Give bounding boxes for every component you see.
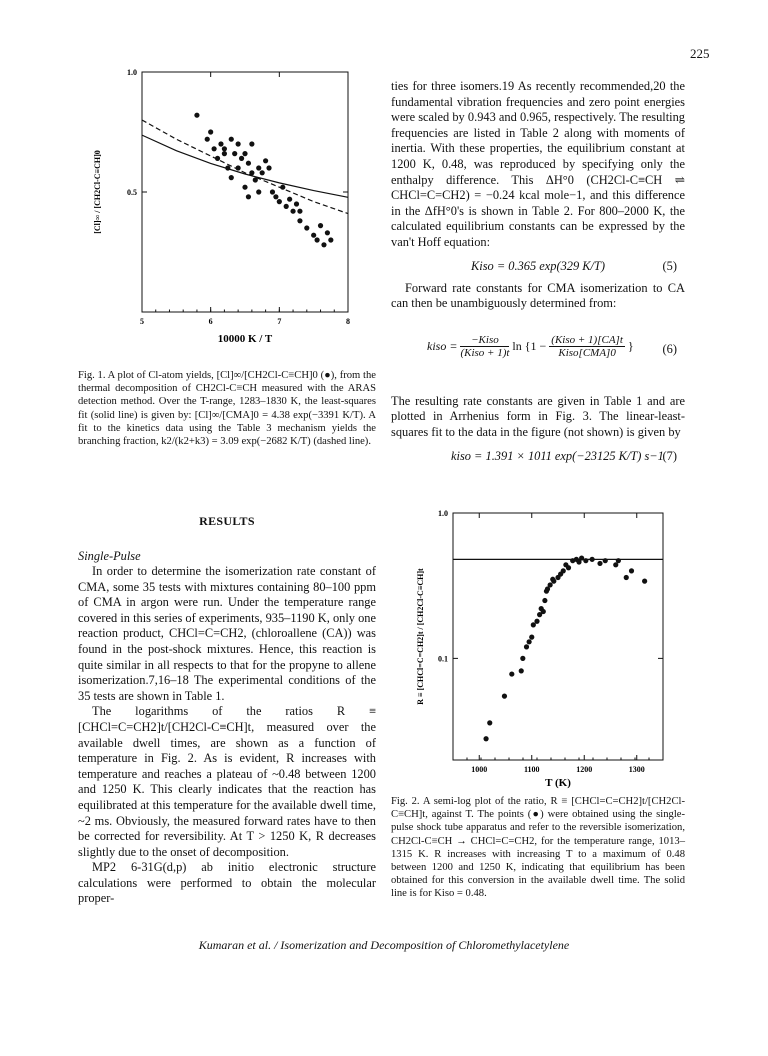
data-point <box>280 185 285 190</box>
data-point <box>229 175 234 180</box>
data-point <box>232 151 237 156</box>
eq6-fraction-2 <box>549 334 625 359</box>
y-tick-label: 0.1 <box>438 654 448 664</box>
data-point <box>597 561 602 566</box>
data-point <box>315 237 320 242</box>
data-point <box>266 165 271 170</box>
data-point <box>297 218 302 223</box>
data-point <box>321 242 326 247</box>
data-point <box>222 151 227 156</box>
data-point <box>624 575 629 580</box>
x-tick-label: 5 <box>140 317 144 326</box>
right-para-3: The resulting rate constants are given in Table 1 and are plotted in Arrhenius form in Fig. 3. The linear-least-squares fit to the data in the figure (not shown) is given by <box>391 393 685 439</box>
data-point <box>270 189 275 194</box>
data-point <box>215 156 220 161</box>
x-tick-label: 7 <box>277 317 282 326</box>
data-point <box>218 141 223 146</box>
data-point <box>194 113 199 118</box>
data-point <box>294 201 299 206</box>
x-tick-label: 1100 <box>523 765 540 774</box>
data-point <box>236 141 241 146</box>
data-point <box>487 720 492 725</box>
data-point <box>260 170 265 175</box>
y-tick-label: 0.5 <box>127 188 137 197</box>
data-point <box>256 189 261 194</box>
data-point <box>273 194 278 199</box>
data-point <box>222 146 227 151</box>
data-point <box>263 158 268 163</box>
data-point <box>520 656 525 661</box>
eq5-number: (5) <box>662 258 677 273</box>
eq6-frac1-top: −Kiso <box>460 334 509 347</box>
data-point <box>242 185 247 190</box>
data-point <box>249 141 254 146</box>
data-point <box>205 137 210 142</box>
equation-5 <box>391 259 685 281</box>
y-tick-label: 1.0 <box>438 509 448 518</box>
data-point <box>509 671 514 676</box>
data-point <box>239 156 244 161</box>
data-point <box>534 619 539 624</box>
eq6-frac2-bottom: Kiso[CMA]0 <box>558 346 616 359</box>
data-point <box>304 225 309 230</box>
data-point <box>548 582 553 587</box>
data-point <box>253 177 258 182</box>
x-axis-label: T (K) <box>545 777 571 789</box>
data-point <box>524 644 529 649</box>
data-point <box>256 165 261 170</box>
plot-frame <box>453 513 663 760</box>
x-tick-label: 6 <box>208 317 213 326</box>
page-number: 225 <box>690 46 710 61</box>
data-point <box>229 137 234 142</box>
right-para-1: ties for three isomers.19 As recently recommended,20 the fundamental vibration frequencies and zero point energies were scaled by 0.943 and 0.965, respectively. The resulting frequencies are listed in Table 2 along with moments of inertia. With these properties, the equilibrium constant at 1200 K, 0.48, was reproduced by specifying only the enthalpy difference. This ΔH°0 (CH2Cl-C≡CH ⇌ CHCl=C=CH2) = −0.24 kcal mole−1, and this difference in the ΔfH°0's is shown in Table 2. For 800–2000 K, the calculated equilibrium constants can be expressed by the van't Hoff equation: <box>391 79 685 249</box>
fit-line-dashed <box>142 120 348 214</box>
data-point <box>284 204 289 209</box>
section-heading: RESULTS <box>199 514 255 528</box>
data-point <box>287 197 292 202</box>
x-tick-label: 8 <box>346 317 350 326</box>
x-tick-label: 1200 <box>576 765 593 774</box>
data-point <box>297 209 302 214</box>
data-point <box>529 635 534 640</box>
x-axis-label: 10000 K / T <box>217 333 273 345</box>
data-point <box>483 736 488 741</box>
equation-6 <box>391 334 685 368</box>
eq6-close: } <box>627 338 634 353</box>
left-para-2: The logarithms of the ratios R ≡ [CHCl=C=CH2]t/[CH2Cl-C≡CH]t, measured over the available dwell times, are shown as a function of temperature in Fig. 2. As is evident, R increases with temperature and reaches a plateau of ~0.48 between 1200 and 1250 K. This clearly indicates that the reaction has equilibrated at this temperature for the available dwell time, ~2 ms. Obviously, the measured forward rates have to then be corrected for reversibility. At T > 1250 K, R decreases slightly due to the onset of decomposition. <box>78 704 376 859</box>
data-point <box>583 558 588 563</box>
eq6-frac2-top: (Kiso + 1)[CA]t <box>551 333 623 346</box>
data-point <box>246 194 251 199</box>
equation-7 <box>391 449 685 471</box>
figure-1 <box>80 60 380 360</box>
data-point <box>590 557 595 562</box>
x-tick-label: 1000 <box>471 765 488 774</box>
x-tick-label: 1300 <box>628 765 645 774</box>
eq6-ln: ln {1 − <box>512 338 547 353</box>
eq6-fraction-1 <box>460 334 509 359</box>
data-point <box>527 639 532 644</box>
data-point <box>616 558 621 563</box>
data-point <box>603 558 608 563</box>
data-point <box>290 209 295 214</box>
data-point <box>561 568 566 573</box>
data-point <box>542 598 547 603</box>
fig2-caption: Fig. 2. A semi-log plot of the ratio, R ≡ [CHCl=C=CH2]t/[CH2Cl-C≡CH]t, against T. The points (●) were obtained using the single-pulse shock tube apparatus and refer to the reversible isomerization, CH2Cl-C≡CH → CHCl=C=CH2, for the temperature range, 1013–1315 K. R increases with increasing T to a maximum of 0.48 between 1200 and 1250 K, indicating that equilibrium has been obtained for this conversion in the available dwell time. The solid line is for Kiso = 0.48. <box>391 796 685 900</box>
data-point <box>242 151 247 156</box>
left-para-1: In order to determine the isomerization rate constant of CMA, some 35 tests with mixtures containing 80–100 ppm of CMA in argon were run. Under the temperature range covered in this series of experiments, 935–1190 K, only one reaction product, CHCl=C=CH2, (chloroallene (CA)) was found in the post-shock mixtures. Hence, this reaction is quite similar in all respects to that for the propyne to allene isomerization.7,16–18 The experimental conditions of the 35 tests are shown in Table 1. <box>78 564 376 703</box>
running-footer: Kumaran et al. / Isomerization and Decomposition of Chloromethylacetylene <box>198 938 570 952</box>
data-point <box>642 579 647 584</box>
eq7-number: (7) <box>662 448 677 463</box>
y-axis-label: [Cl]∞ / [CH2Cl-C≡CH]0 <box>93 150 102 234</box>
data-point <box>629 568 634 573</box>
data-point <box>541 609 546 614</box>
data-point <box>246 161 251 166</box>
right-para-2: Forward rate constants for CMA isomerization to CA can then be unambiguously determined from: <box>391 280 685 311</box>
data-point <box>236 165 241 170</box>
plot-frame <box>142 72 348 312</box>
data-point <box>551 579 556 584</box>
eq6-frac1-bottom: (Kiso + 1)t <box>460 346 510 359</box>
left-para-3: MP2 6-31G(d,p) ab initio electronic structure calculations were performed to obtain the molecular proper- <box>78 860 376 906</box>
data-point <box>249 170 254 175</box>
data-point <box>328 237 333 242</box>
data-point <box>325 230 330 235</box>
eq6-lhs: kiso = <box>427 338 458 353</box>
y-tick-label: 1.0 <box>127 68 137 77</box>
eq7-expr: kiso = 1.391 × 1011 exp(−23125 K/T) s−1 <box>451 448 664 463</box>
data-point <box>318 223 323 228</box>
subsection-heading: Single-Pulse <box>78 549 141 563</box>
fig1-caption: Fig. 1. A plot of Cl-atom yields, [Cl]∞/[CH2Cl-C≡CH]0 (●), from the thermal decomposition of CH2Cl-C≡CH measured with the ARAS detection method. Over the T-range, 1283–1830 K, the least-squares fit (solid line) is given by: [Cl]∞/[CMA]0 = 4.38 exp(−3391 K/T). A fit to the kinetics data using the Table 3 mechanism yields the branching fraction, k2/(k2+k3) = 3.09 exp(−2682 K/T) (dashed line). <box>78 370 376 448</box>
data-point <box>277 199 282 204</box>
figure-2 <box>405 505 695 795</box>
data-point <box>208 129 213 134</box>
eq5-expr: Kiso = 0.365 exp(329 K/T) <box>471 258 605 273</box>
data-point <box>311 233 316 238</box>
data-point <box>212 146 217 151</box>
data-point <box>225 165 230 170</box>
eq6-number: (6) <box>662 341 677 356</box>
y-axis-label: R ≡ [CHCl=C=CH2]t / [CH2Cl-C≡CH]t <box>416 568 425 705</box>
data-point <box>519 668 524 673</box>
data-point <box>566 565 571 570</box>
data-point <box>502 694 507 699</box>
